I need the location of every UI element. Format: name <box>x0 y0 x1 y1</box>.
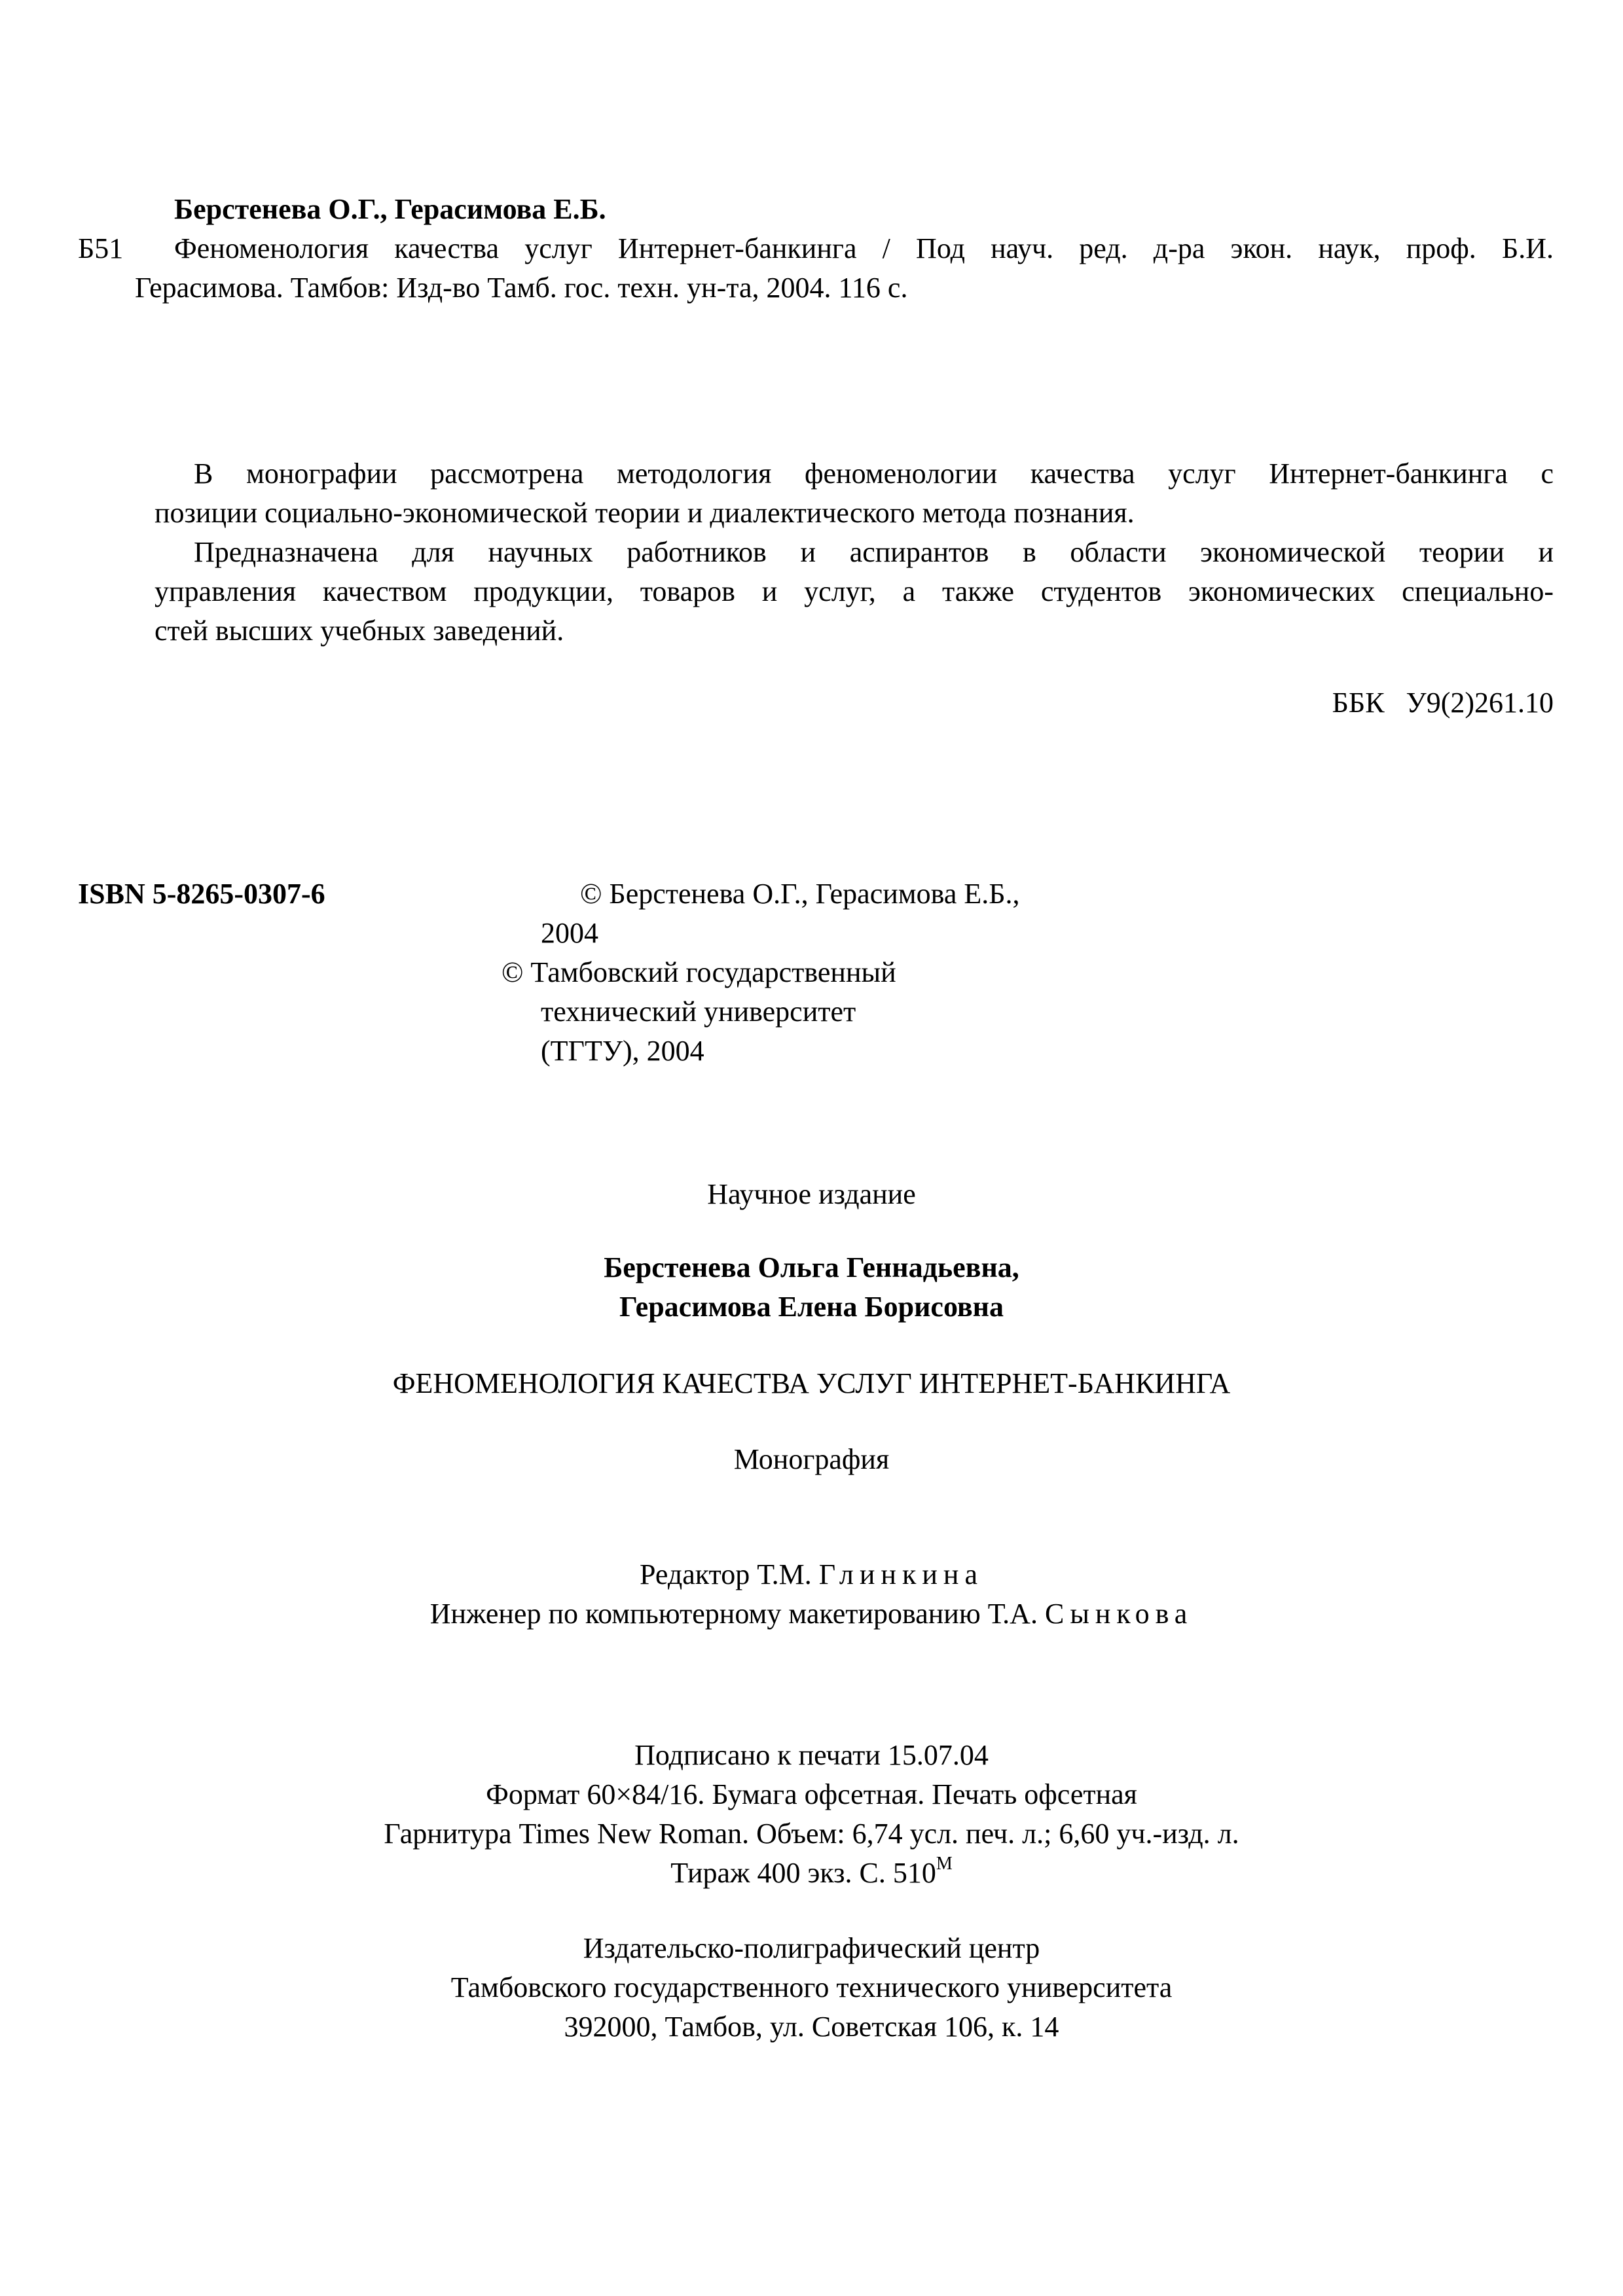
copyright-line1: © Берстенева О.Г., Герасимова Е.Б., <box>580 878 1020 910</box>
author-1: Берстенева Ольга Геннадьевна, <box>604 1251 1019 1283</box>
publisher-line1: Издательско-полиграфический центр <box>583 1932 1040 1964</box>
editor-name: Глинкина <box>818 1558 983 1590</box>
editor-line <box>0 1555 1623 1594</box>
engineer-name: Сынкова <box>1044 1598 1194 1630</box>
edition-type: Научное издание <box>707 1178 916 1210</box>
typeface-line: Гарнитура Times New Roman. Объем: 6,74 усл. печ. л.; 6,60 уч.-изд. л. <box>384 1818 1239 1850</box>
genre: Монография <box>733 1443 890 1475</box>
format-line: Формат 60×84/16. Бумага офсетная. Печать офсетная <box>486 1778 1137 1810</box>
print-run-superscript: М <box>936 1854 953 1874</box>
print-run: Тираж 400 экз. С. 510 <box>670 1857 936 1889</box>
publisher-line3: 392000, Тамбов, ул. Советская 106, к. 14 <box>564 2011 1059 2043</box>
catalog-entry-line2: Герасимова. Тамбов: Изд-во Тамб. гос. техн. ун-та, 2004. 116 с. <box>135 272 908 304</box>
engineer-line <box>0 1594 1623 1634</box>
annotation-p1-line1: В монографии рассмотрена методология феноменологии качества услуг Интернет-банкинга с <box>194 457 1554 490</box>
isbn: ISBN 5-8265-0307-6 <box>78 878 325 910</box>
signed-to-print: Подписано к печати 15.07.04 <box>634 1739 989 1771</box>
authors-heading: Берстенева О.Г., Герасимова Е.Б. <box>174 193 606 225</box>
catalog-entry-line1: Феноменология качества услуг Интернет-банкинга / Под науч. ред. д-ра экон. наук, проф. Б.И. <box>174 232 1554 264</box>
annotation-p2-line3: стей высших учебных заведений. <box>155 615 564 647</box>
editor-label: Редактор Т.М. <box>640 1558 812 1590</box>
author-2: Герасимова Елена Борисовна <box>619 1291 1004 1323</box>
copyright-line4: технический университет <box>541 996 856 1028</box>
bbk-index: ББК У9(2)261.10 <box>1332 687 1554 719</box>
annotation-p1-line2: позиции социально-экономической теории и диалектического метода познания. <box>155 497 1135 529</box>
book-title: ФЕНОМЕНОЛОГИЯ КАЧЕСТВА УСЛУГ ИНТЕРНЕТ-БАНКИНГА <box>392 1367 1231 1399</box>
copyright-line5: (ТГТУ), 2004 <box>541 1035 704 1067</box>
print-run-line <box>0 1854 1623 1893</box>
copyright-line3: © Тамбовский государственный <box>501 956 896 988</box>
catalog-code: Б51 <box>78 232 124 264</box>
copyright-line2: 2004 <box>541 917 598 949</box>
publisher-line2: Тамбовского государственного технического университета <box>450 1971 1173 2003</box>
engineer-label: Инженер по компьютерному макетированию Т.А. <box>429 1598 1038 1630</box>
annotation-p2-line1: Предназначена для научных работников и аспирантов в области экономической теории и <box>194 536 1554 568</box>
annotation-p2-line2: управления качеством продукции, товаров и услуг, а также студентов экономических специально- <box>155 575 1554 607</box>
